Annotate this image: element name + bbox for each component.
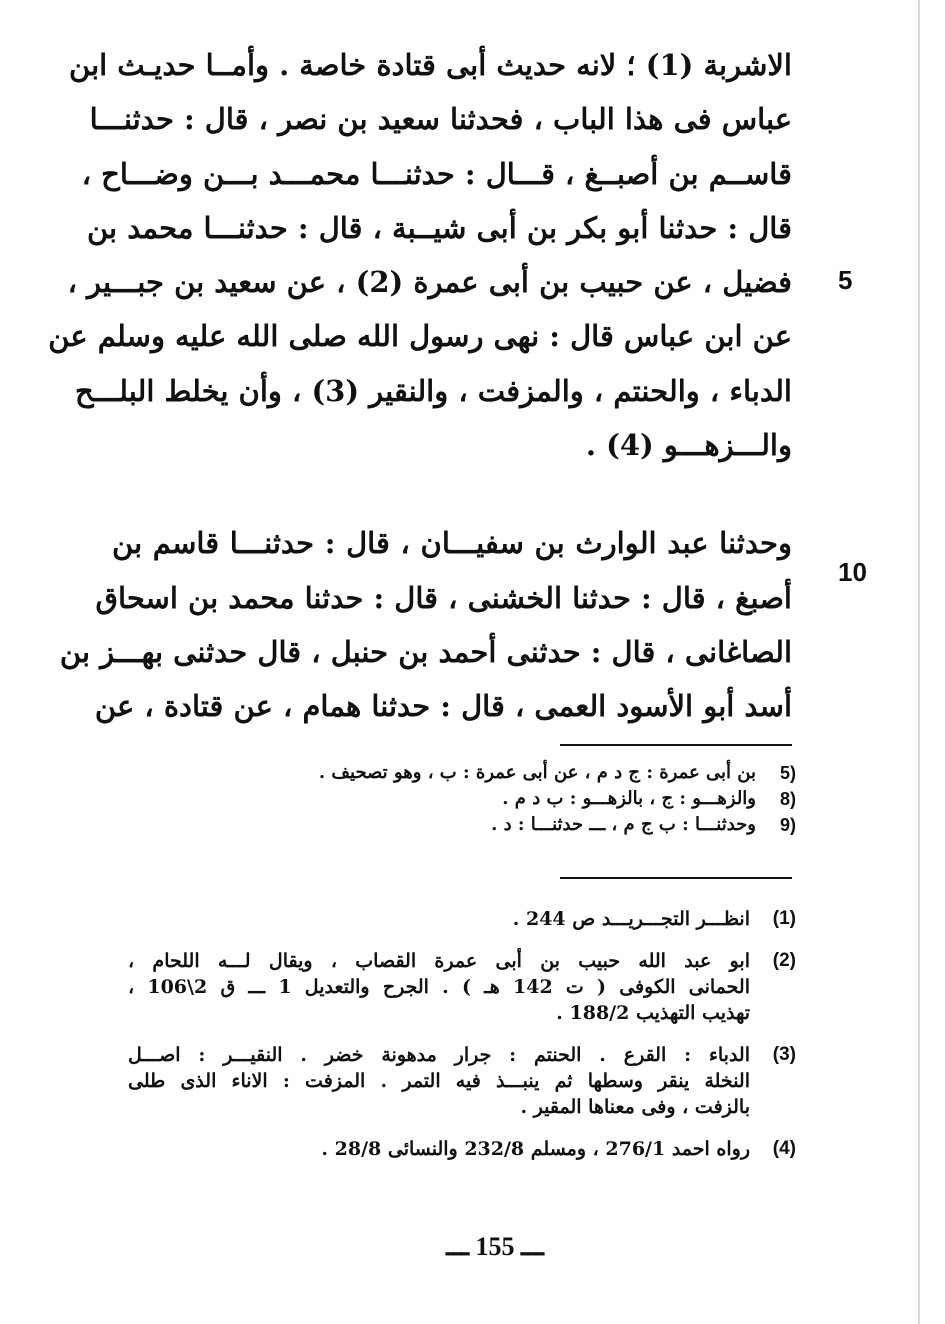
footnote-number: (2) (772, 950, 796, 971)
variant-text: وحدثنـــا : ب ج م ، ـــ حدثنـــا : د . (491, 814, 756, 835)
text-line: فضيل ، عن حبيب بن أبى عمرة (2) ، عن سعيد بن جبـــير ، (67, 265, 792, 300)
footnote-number: (3) (772, 1044, 796, 1065)
text-line: عن ابن عباس قال : نهى رسول الله صلى الله عليه وسلم عن (48, 319, 792, 354)
text-line: أسد أبو الأسود العمى ، قال : حدثنا همام ، عن قتادة ، عن (94, 689, 792, 724)
text-line: قاســم بن أصبــغ ، قـــال : حدثنـــا محمـــد بـــن وضـــاح ، (81, 156, 792, 191)
variant-number: 9) (779, 815, 796, 835)
footnote (128, 1136, 796, 1162)
footnote-text (128, 1042, 750, 1120)
text-line: الاشربة (1) ؛ لانه حديث أبى قتادة خاصة . وأمــا حديـث ابن (69, 48, 792, 82)
variant-number: 5) (779, 763, 796, 783)
separator-rule (560, 877, 792, 879)
variant-readings (190, 760, 796, 838)
footnote-line: انظـــر التجـــريـــد ص 244 . (512, 908, 750, 930)
text-line: الدباء ، والحنتم ، والمزفت ، والنقير (3) ، وأن يخلط البلـــح (74, 373, 792, 408)
footnote-number: (4) (772, 1138, 796, 1159)
footnote-line: بالزفت ، وفى معناها المقير . (520, 1096, 750, 1118)
text-line: أصبغ ، قال : حدثنا الخشنى ، قال : حدثنا محمد بن اسحاق (95, 580, 792, 615)
variant-text: بن أبى عمرة : ج د م ، عن أبى عمرة : ب ، وهو تصحيف . (318, 762, 756, 783)
footnote (128, 906, 796, 932)
footnotes (128, 906, 796, 1162)
footnote (128, 948, 796, 1026)
separator-rule (560, 744, 792, 746)
footnote-text (128, 1136, 750, 1162)
text-line: عباس فى هذا الباب ، فحدثنا سعيد بن نصر ، قال : حدثنـــا (89, 102, 792, 137)
variant-number: 8) (779, 789, 796, 809)
line-number-5: 5 (838, 265, 853, 295)
footnote-line: ابو عبد الله حبيب بن أبى عمرة القصاب ، ويقال لـــه اللحام ، (128, 950, 750, 972)
line-number-10: 10 (838, 557, 867, 587)
footnote-text (128, 948, 750, 1026)
page-edge (918, 0, 920, 1324)
text-line: قال : حدثنا أبو بكر بن أبى شيــبة ، قال : حدثنـــا محمد بن (86, 210, 792, 245)
footnote-line: الدباء : القرع . الحنتم : جرار مدهونة خضر . النقيـــر : اصـــل (128, 1044, 750, 1066)
footnote-number: (1) (772, 908, 796, 929)
text-line: والـــزهـــو (4) . (585, 428, 792, 463)
footnote-line: رواه احمد 276/1 ، ومسلم 232/8 والنسائى 28/8 . (321, 1138, 750, 1160)
variant-entry (190, 786, 796, 812)
footnote-line: تهذيب التهذيب 188/2 . (556, 1002, 750, 1024)
main-text (48, 38, 792, 734)
variant-entry (190, 812, 796, 838)
text-line: الصاغانى ، قال : حدثنى أحمد بن حنبل ، قال حدثنى بهـــز بن (59, 634, 792, 669)
footnote-text (128, 906, 750, 932)
footnote-line: النخلة ينقر وسطها ثم ينبـــذ فيه التمر . المزفت : الاناء الذى طلى (128, 1070, 750, 1092)
text-line: وحدثنا عبد الوارث بن سفيـــان ، قال : حدثنـــا قاسم بن (112, 526, 792, 561)
footnote (128, 1042, 796, 1120)
page-number: ـــ 155 ـــ (446, 1232, 544, 1261)
footnote-line: الحمانى الكوفى ( ت 142 هـ ) . الجرح والتعديل 1 ـــ ق 2\106 ، (128, 976, 750, 998)
variant-entry (190, 760, 796, 786)
variant-text: والزهـــو : ج ، بالزهـــو : ب د م . (502, 788, 756, 809)
